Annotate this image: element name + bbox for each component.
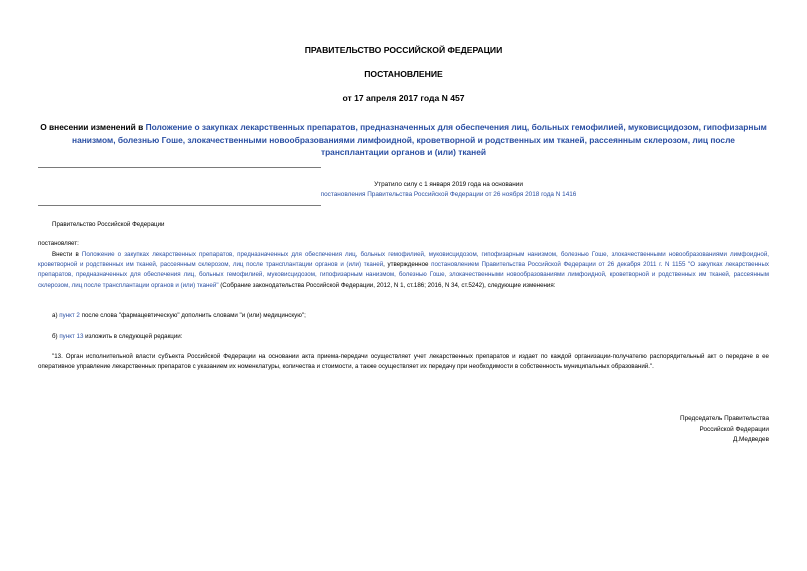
document-type-heading: ПОСТАНОВЛЕНИЕ bbox=[364, 69, 443, 79]
government-heading: ПРАВИТЕЛЬСТВО РОССИЙСКОЙ ФЕДЕРАЦИИ bbox=[304, 45, 503, 55]
document-title bbox=[38, 121, 769, 159]
p1-end: (Собрание законодательства Российской Федерации, 2012, N 1, ст.186; 2016, N 34, ст.5242), следующие изменения: bbox=[218, 281, 556, 289]
title-prefix: О внесении изменений в bbox=[40, 122, 146, 132]
amendment-paragraph bbox=[38, 250, 769, 291]
item-a-rest: после слова "фармацевтическую" дополнить словами "и (или) медицинскую"; bbox=[79, 312, 306, 319]
status-note-line2 bbox=[0, 189, 807, 201]
item-a-link[interactable]: пункт 2 bbox=[59, 312, 80, 319]
item-a bbox=[52, 311, 306, 321]
document-date-number: от 17 апреля 2017 года N 457 bbox=[342, 93, 465, 103]
p1-regulation-link[interactable]: Положение о закупках лекарственных препаратов, предназначенных для обеспечения лиц, больных гемофилией, муковисцидозом, гипофизарным нанизмом, болезнью Гоше, злокачественными новообразованиями лимфоидной, кроветворной и родственных им тканей, рассеянным склерозом, лиц после трансплантации органов и (или) тканей bbox=[38, 251, 769, 269]
signature-org: Российской Федерации bbox=[699, 425, 769, 433]
item-b-rest: изложить в следующей редакции: bbox=[83, 333, 183, 340]
item-b bbox=[52, 332, 182, 342]
resolves-text: постановляет: bbox=[38, 240, 79, 247]
item-b-prefix: б) bbox=[52, 333, 60, 340]
bottom-divider bbox=[38, 205, 321, 206]
title-link[interactable]: Положение о закупках лекарственных препаратов, предназначенных для обеспечения лиц, больных гемофилией, муковисцидозом, гипофизарным нанизмом, болезнью Гоше, злокачественными новообразованиями лимфоидной, кроветворной и родственных им тканей, рассеянным склерозом, лиц после трансплантации органов и (или) тканей bbox=[72, 122, 767, 157]
issuer-text: Правительство Российской Федерации bbox=[52, 221, 165, 228]
p1-resolution-link[interactable]: постановлением Правительства Российской Федерации от 26 декабря 2011 г. N 1155 "О закупках лекарственных препаратов, предназначенных для обеспечения лиц, больных гемофилией, муковисцидозом, гипофизарным нанизмом, болезнью Гоше, злокачественными новообразованиями лимфоидной, кроветворной и родственных им тканей, рассеянным склерозом, лиц после трансплантации органов и (или) тканей" bbox=[38, 261, 769, 289]
item-a-prefix: а) bbox=[52, 312, 60, 319]
p1-mid: , утвержденное bbox=[383, 261, 432, 269]
signature-block bbox=[680, 414, 769, 446]
p1-start: Внести в bbox=[52, 251, 82, 258]
top-divider bbox=[38, 167, 321, 168]
signature-name: Д.Медведев bbox=[732, 436, 769, 444]
quoted-clause-13: "13. Орган исполнительной власти субъекта Российской Федерации на основании акта приема-передачи осуществляет учет лекарственных препаратов и издает по каждой организации-получателю распорядительный акт о передаче в ее оперативное управление лекарственных препаратов с указанием их номенклатуры, количества и стоимости, а также осуществляет их передачу при необходимости в собственность муниципальных образований.". bbox=[38, 353, 769, 371]
status-note-text: Утратило силу с 1 января 2019 года на основании bbox=[374, 181, 523, 188]
signature-title: Председатель Правительства bbox=[680, 415, 769, 422]
item-b-link[interactable]: пункт 13 bbox=[59, 333, 84, 340]
status-note-link[interactable]: постановления Правительства Российской Федерации от 26 ноября 2018 года N 1416 bbox=[320, 191, 577, 198]
